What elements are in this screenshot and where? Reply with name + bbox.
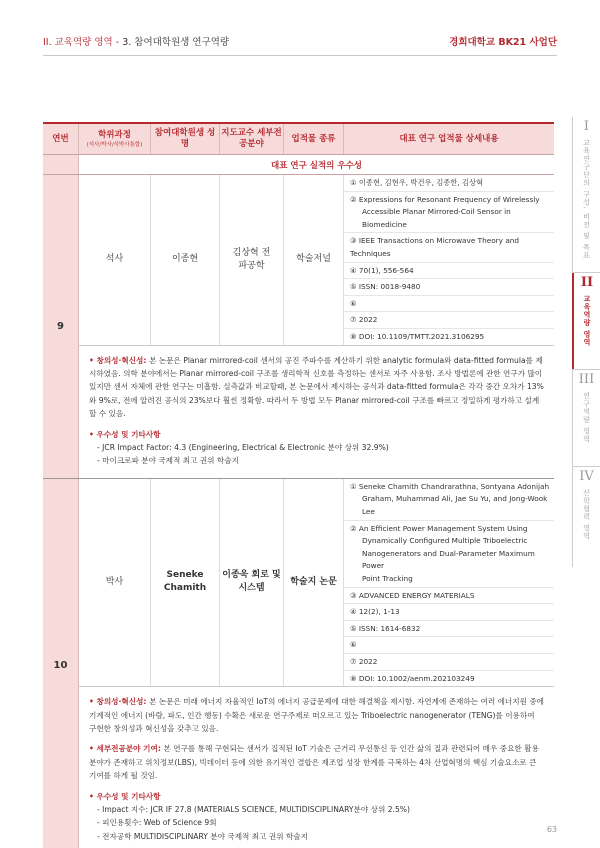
detail-line: ③ IEEE Transactions on Microwave Theory and Techniques (344, 233, 554, 262)
row-body (79, 479, 554, 848)
row-number: 10 (43, 479, 79, 848)
side-tab-number: I (583, 119, 590, 134)
desc-title: 세부전공분야 기여: (96, 744, 164, 754)
subheader-spacer (43, 155, 79, 174)
detail-line: ④ 12(2), 1-13 (344, 604, 554, 621)
header-divider (43, 55, 557, 56)
detail-line-text: ② An Efficient Power Management System Using (350, 523, 528, 533)
desc-block-creativity (89, 695, 544, 735)
cell-advisor (220, 175, 284, 345)
desc-text: 본 연구를 통해 구현되는 센서가 집적된 IoT 기술은 근거리 무선통신 등 인간 삶의 질과 관련되어 매우 중요한 활용 분야가 존재하고 위치정보(LBS), 빅데이터 등에 의한 유기적인 결합은 제조업 성장 한계를 극복하는 4차 산업혁명의 핵심 기술요소로 큰 기여를 하게 될 것임. (89, 744, 539, 781)
desc-block-creativity (89, 354, 544, 421)
col-header-course-sub: (석사/박사/석박사통합) (86, 141, 143, 148)
row-cells (79, 479, 554, 687)
detail-line: ⑦ 2022 (344, 312, 554, 329)
detail-line: ⑧ DOI: 10.1002/aenm.202103249 (350, 673, 475, 683)
desc-block-excellence (89, 790, 544, 844)
cell-degree: 박사 (79, 479, 151, 686)
table-header (43, 124, 554, 155)
bullet-dot: • (89, 429, 97, 439)
organization-name: 경희대학교 BK21 사업단 (449, 37, 557, 48)
page-header (43, 34, 557, 50)
desc-title: 우수성 및 기타사항 (96, 429, 161, 439)
side-tab-number: II (580, 275, 594, 290)
cell-student-text: Seneke Chamith (163, 570, 207, 594)
detail-line-text: Accessible Planar Mirrored-Coil Sensor in Biomedicine (362, 207, 511, 229)
detail-line (344, 192, 554, 234)
row-body (79, 175, 554, 478)
side-tab-3[interactable] (572, 370, 600, 466)
row-cells (79, 175, 554, 346)
detail-line: ① 이종현, 김현우, 박건우, 김종한, 김상혁 (344, 175, 554, 192)
detail-line: ⑤ ISSN: 1614-6832 (344, 621, 554, 638)
desc-item: - 전자공학 MULTIDISCIPLINARY 분야 국제적 최고 권위 학술지 (97, 831, 308, 841)
bullet-dot: • (89, 697, 97, 707)
subheader-label: 대표 연구 실적의 우수성 (79, 155, 554, 174)
cell-advisor (220, 479, 284, 686)
research-table (43, 122, 554, 848)
table-row (43, 175, 554, 479)
col-header-course-label: 학위과정 (98, 129, 131, 140)
detail-line-text: Point Tracking (362, 573, 413, 583)
section-title (43, 34, 229, 48)
cell-advisor-text: 김상혁 전파공학 (232, 247, 271, 271)
cell-student: 이종현 (151, 175, 220, 345)
cell-advisor-text: 이종욱 회로 및 시스템 (222, 570, 281, 594)
cell-type: 학술저널 (284, 175, 344, 345)
desc-title: 창의성·혁신성: (96, 355, 150, 365)
cell-type: 학술지 논문 (284, 479, 344, 686)
col-header-year: 연번 (43, 124, 79, 154)
detail-line-text: Dynamically Configured Multiple Triboelectric (362, 536, 528, 546)
detail-line: ⑥ (344, 296, 554, 313)
table-row (43, 479, 554, 848)
side-tab-label: 산학협력 영역 (582, 489, 591, 541)
side-tab-1[interactable] (572, 117, 600, 272)
col-header-type: 업적물 종류 (284, 124, 344, 154)
bullet-dot: • (89, 791, 97, 801)
desc-item: - JCR Impact Factor: 4.3 (Engineering, Electrical & Electronic 분야 상위 32.9%) (97, 442, 389, 452)
table-subheader (43, 155, 554, 175)
row-number: 9 (43, 175, 79, 478)
side-tab-number: III (578, 372, 595, 387)
detail-line: ⑤ ISSN: 0018-9480 (344, 279, 554, 296)
detail-line: ③ ADVANCED ENERGY MATERIALS (344, 588, 554, 605)
detail-line (344, 479, 554, 521)
detail-line (344, 521, 554, 588)
bullet-dot: • (89, 355, 97, 365)
detail-line: ⑦ 2022 (344, 654, 554, 671)
desc-title: 우수성 및 기타사항 (96, 791, 161, 801)
cell-degree: 석사 (79, 175, 151, 345)
col-header-student: 참여대학원생 성명 (151, 124, 220, 154)
detail-line-text: ① Seneke Chamith Chandrarathna, Sontyana Adonijah (350, 481, 550, 491)
row-description (79, 687, 554, 848)
section-label: II. 교육역량 영역 - (43, 37, 123, 48)
col-header-detail: 대표 연구 업적물 상세내용 (399, 133, 499, 144)
cell-detail (344, 175, 554, 345)
desc-item: - 마이크로파 분야 국제적 최고 권위 학술지 (97, 456, 239, 466)
cell-detail (344, 479, 554, 686)
desc-block-contribution (89, 742, 544, 782)
col-header-course (79, 124, 151, 154)
detail-line-text: ② Expressions for Resonant Frequency of Wirelessly (350, 194, 540, 204)
desc-text: 본 논문은 Planar mirrored-coil 센서의 공진 주파수를 계산하기 위한 analytic formula와 data-fitted formula를 제시하였음. 의학 분야에서는 Planar mirrored-coil 구조를 생리학적 신호를 측정하는 센서로 자주 사용함. 조사 방법론에 관한 연구가 많이 있지만 센서 자체에 관한 연구는 미흡함. 실측값과 비교할때, 본 논문에서 제시하는 공식과 data-fitted formula은 각각 중간 오차가 13%와 9%로, 전에 알려진 공식의 23%보다 훨씬 정확함. 따라서 두 방법 모두 Planar mirrored-coil 구조를 빠르고 정밀하게 평가하고 설계할 수 있음. (89, 355, 544, 419)
detail-line-text: Nanogenerators and Dual-Parameter Maximum Power (362, 548, 535, 571)
desc-block-excellence (89, 428, 544, 468)
side-tab-2[interactable] (572, 273, 600, 369)
side-tab-label: 교육연구단의 구성, 비전 및 목표 (582, 139, 591, 260)
page-number: 63 (546, 825, 557, 834)
side-tab-number: IV (579, 469, 594, 484)
bullet-dot: • (89, 744, 97, 754)
side-tab-label: 교육역량 영역 (583, 295, 591, 347)
col-header-advisor: 지도교수 세부전공분야 (220, 124, 284, 154)
detail-line: ⑧ DOI: 10.1109/TMTT.2021.3106295 (350, 331, 485, 341)
detail-line: ④ 70(1), 556-564 (344, 263, 554, 280)
detail-line: ⑥ (344, 637, 554, 654)
subsection-label: 3. 참여대학원생 연구역량 (122, 37, 230, 48)
cell-student (151, 479, 220, 686)
section-side-tabs (572, 117, 600, 567)
side-tab-label: 연구역량 영역 (582, 392, 591, 444)
side-tab-4[interactable] (572, 467, 600, 567)
desc-item: - 피인용횟수: Web of Science 9회 (97, 818, 217, 828)
desc-text: 본 논문은 미래 에너지 자율적인 IoT의 에너지 공급문제에 대한 해결책을 제시함. 자연계에 존재하는 여러 에너지원 중에 기계적인 에너지 (바람, 파도, 인간 행동) 수확은 새로운 연구주제로 떠오르고 있는 Triboelectric nanogenerator (TENG)를 이용하여 구현한 창의성과 혁신성을 갖추고 있음. (89, 697, 544, 733)
row-description (79, 346, 554, 478)
desc-item: - Impact 지수: JCR IF 27.8 (MATERIALS SCIENCE, MULTIDISCIPLINARY분야 상위 2.5%) (97, 804, 410, 814)
desc-title: 창의성·혁신성: (96, 697, 150, 707)
detail-line-text: Graham, Muhammad Ali, Jae Su Yu, and Jong-Wook Lee (362, 494, 548, 516)
